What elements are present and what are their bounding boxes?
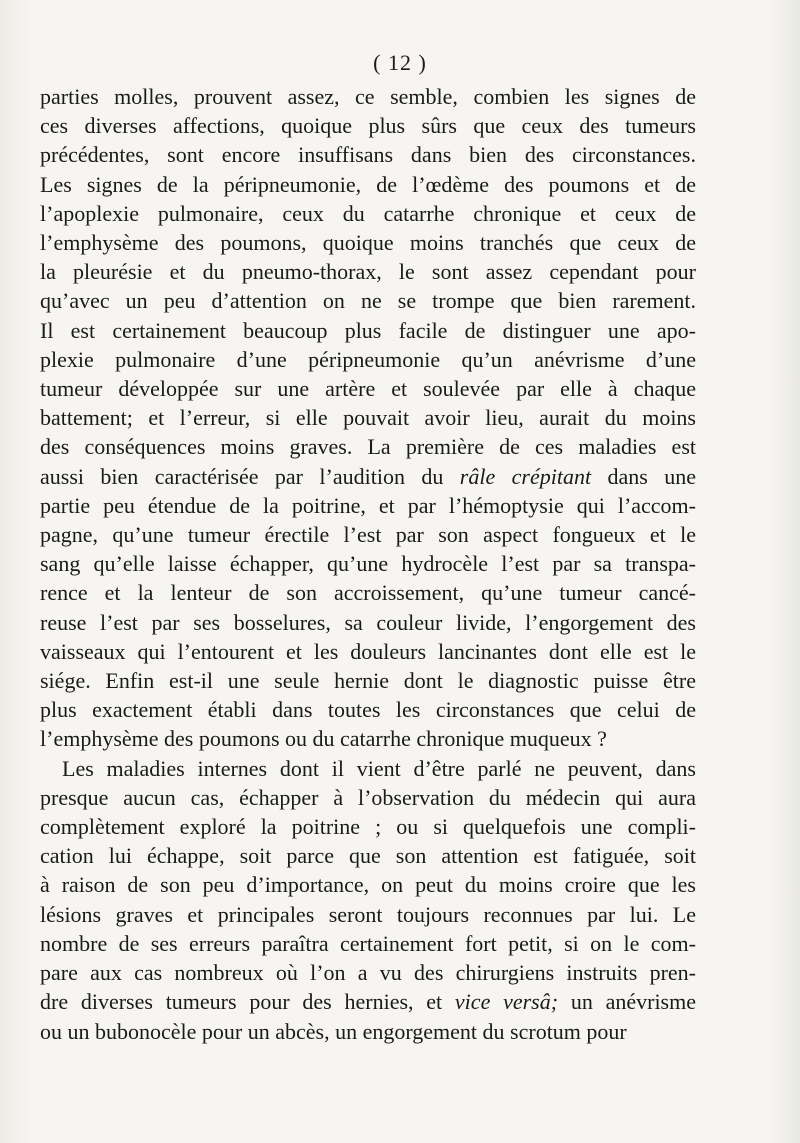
text-line: nombre de ses erreurs paraîtra certainement fort petit, si on le com- <box>40 930 696 956</box>
text-line: plexie pulmonaire d’une péripneumonie qu’un anévrisme d’une <box>40 346 696 372</box>
text-line: l’emphysème des poumons ou du catarrhe chronique muqueux ? <box>40 726 607 752</box>
text-line: l’emphysème des poumons, quoique moins tranchés que ceux de <box>40 230 696 256</box>
text-line: Il est certainement beaucoup plus facile de distinguer une apo- <box>40 317 696 343</box>
text-line: la pleurésie et du pneumo-thorax, le sont assez cependant pour <box>40 259 696 285</box>
text-line: ces diverses affections, quoique plus sûrs que ceux des tumeurs <box>40 113 696 139</box>
text-line: dre diverses tumeurs pour des hernies, et vice versâ; un anévrisme <box>40 989 696 1015</box>
text-line: qu’avec un peu d’attention on ne se trompe que bien rarement. <box>40 288 696 314</box>
text-line: aussi bien caractérisée par l’audition du râle crépitant dans une <box>40 463 696 489</box>
text-line: siége. Enfin est-il une seule hernie dont le diagnostic puisse être <box>40 668 696 694</box>
text-line: vaisseaux qui l’entourent et les douleurs lancinantes dont elle est le <box>40 638 696 664</box>
text-line: pagne, qu’une tumeur érectile l’est par son aspect fongueux et le <box>40 522 696 548</box>
text-line: reuse l’est par ses bosselures, sa couleur livide, l’engorgement des <box>40 609 696 635</box>
text-line: précédentes, sont encore insuffisans dans bien des circonstances. <box>40 142 696 168</box>
text-line: partie peu étendue de la poitrine, et par l’hémoptysie qui l’accom- <box>40 492 696 518</box>
page-number: ( 12 ) <box>373 50 427 75</box>
text-line: battement; et l’erreur, si elle pouvait avoir lieu, aurait du moins <box>40 405 696 431</box>
text-line: à raison de son peu d’importance, on peut du moins croire que les <box>40 872 696 898</box>
text-line: des conséquences moins graves. La première de ces maladies est <box>40 434 696 460</box>
text-line: lésions graves et principales seront toujours reconnues par lui. Le <box>40 901 696 927</box>
text-line: ou un bubonocèle pour un abcès, un engorgement du scrotum pour <box>40 1018 627 1044</box>
text-line: cation lui échappe, soit parce que son attention est fatiguée, soit <box>40 843 696 869</box>
text-line: l’apoplexie pulmonaire, ceux du catarrhe chronique et ceux de <box>40 200 696 226</box>
text-line: parties molles, prouvent assez, ce semble, combien les signes de <box>40 84 696 109</box>
text-line: complètement exploré la poitrine ; ou si quelquefois une compli- <box>40 814 696 840</box>
text-line: tumeur développée sur une artère et soulevée par elle à chaque <box>40 376 696 402</box>
text-line: pare aux cas nombreux où l’on a vu des chirurgiens instruits pren- <box>40 960 696 986</box>
text-line: Les maladies internes dont il vient d’être parlé ne peuvent, dans <box>62 755 696 781</box>
text-line: presque aucun cas, échapper à l’observation du médecin qui aura <box>40 784 696 810</box>
text-line: Les signes de la péripneumonie, de l’œdème des poumons et de <box>40 171 696 197</box>
text-line: plus exactement établi dans toutes les circonstances que celui de <box>40 697 696 723</box>
text-line: sang qu’elle laisse échapper, qu’une hydrocèle l’est par sa transpa- <box>40 551 696 577</box>
text-line: rence et la lenteur de son accroissement, qu’une tumeur cancé- <box>40 580 696 606</box>
body-text <box>40 82 696 1046</box>
